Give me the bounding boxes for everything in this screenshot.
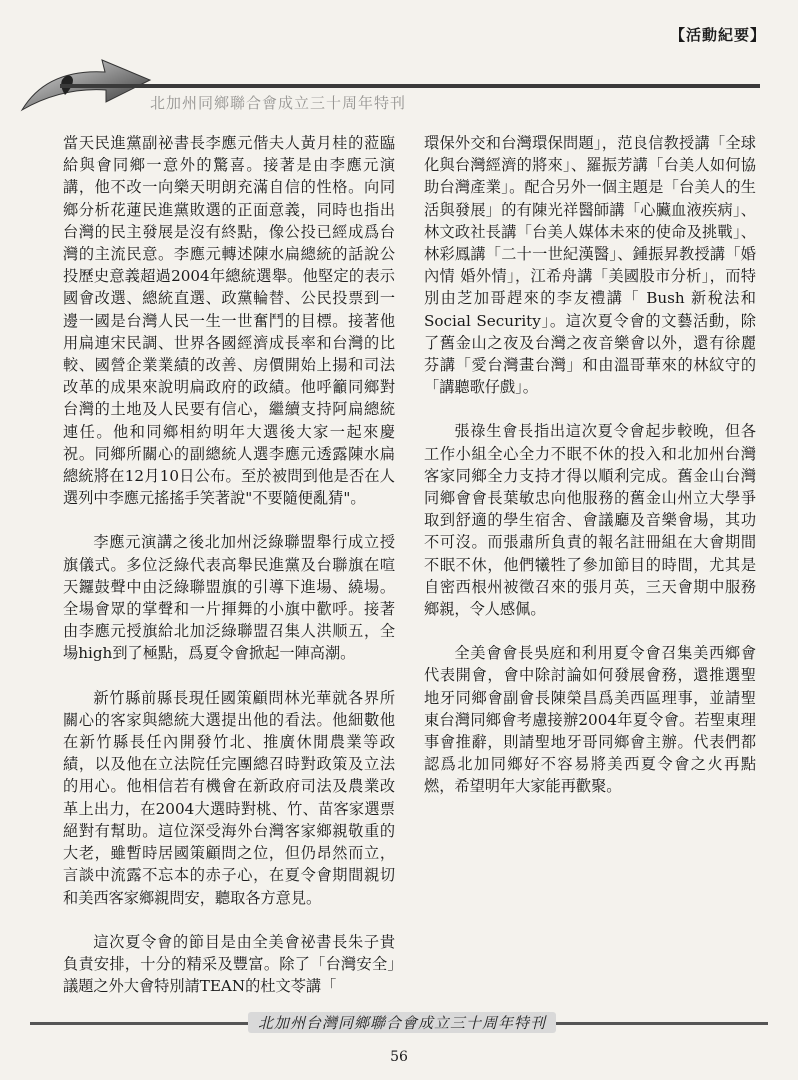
paragraph: 新竹縣前縣長現任國策顧問林光華就各界所關心的客家與總統大選提出他的看法。他細數他在新竹縣長任內開發竹北、推廣休閒農業等政績，以及他在立法院任完團總召時對政策及立法的用心。他相信若有機會在新政府司法及農業改革上出力，在2004大選時對桃、竹、苗客家選票絕對有幫助。這位深受海外台灣客家鄉親敬重的大老，雖暫時居國策顧問之位，但仍昂然而立，言談中流露不忘本的赤子心，在夏令會期間親切和美西客家鄉親問安，聽取各方意見。 <box>63 688 395 907</box>
header-subtitle: 北加州同鄉聯合會成立三十周年特刊 <box>150 94 407 112</box>
left-column <box>63 132 395 1019</box>
paragraph: 張祿生會長指出這次夏令會起步較晚，但各工作小組全心全力不眠不休的投入和北加州台灣客家同鄉全力支持才得以順利完成。舊金山台灣同鄉會會長葉敏忠向他服務的舊金山州立大學爭取到舒適的學生宿舍、會議廳及音樂會場，其功不可沒。而張肅所負責的報名註冊組在大會期間不眠不休，他們犧牲了參加節目的時間，尤其是自密西根州被徵召來的張月英，三天會期中服務鄉親，令人感佩。 <box>424 422 756 619</box>
paragraph: 全美會會長吳庭和利用夏令會召集美西鄉會代表開會，會中除討論如何發展會務，還推選聖地牙同鄉會副會長陳榮昌爲美西區理事，並請聖東台灣同鄉會考慮接辦2004年夏令會。若聖東理事會推辭，則請聖地牙哥同鄉會主辦。代表們都認爲北加同鄉好不容易將美西夏令會之火再點燃，希望明年大家能再歡聚。 <box>424 644 756 796</box>
section-tag: 【活動紀要】 <box>669 26 766 44</box>
paragraph: 這次夏令會的節目是由全美會祕書長朱子貴負責安排，十分的精采及豐富。除了「台灣安全」議題之外大會特別請TEAN的杜文苓講「 <box>63 932 395 996</box>
paragraph: 環保外交和台灣環保問題」，范良信教授講「全球化與台灣經濟的將來」、羅振芳講「台美人如何協助台灣產業」。配合另外一個主題是「台美人的生活與發展」的有陳光祥醫師講「心臟血液疾病」、林文政社長講「台美人媒体未來的使命及挑戰」、林彩鳳講「二十一世紀漢醫」、鍾振昇教授講「婚內情 婚外情」，江希舟講「美國股市分析」，而特別由芝加哥趕來的李友禮講「 Bush 新稅法和 Social Security」。這次夏令會的文藝活動，除了舊金山之夜及台灣之夜音樂會以外，還有徐麗芬講「愛台灣畫台灣」和由溫哥華來的林紋守的「講聽歌仔戲」。 <box>424 134 756 397</box>
paragraph: 李應元演講之後北加州泛綠聯盟舉行成立授旗儀式。多位泛綠代表高舉民進黨及台聯旗在喧天鑼鼓聲中由泛綠聯盟旗的引導下進場、繞場。全場會眾的掌聲和一片揮舞的小旗中歡呼。接著由李應元授旗給北加泛綠聯盟召集人洪顺五，全場high到了極點，爲夏令會掀起一陣高潮。 <box>63 533 395 663</box>
right-column <box>424 132 756 820</box>
paragraph: 當天民進黨副祕書長李應元偕夫人黃月桂的蒞臨給與會同鄉一意外的驚喜。接著是由李應元演講，他不改一向樂天明朗充滿自信的性格。向同鄉分析花蓮民進黨敗選的正面意義，同時也指出台灣的民主發展是沒有終點，像公投已經成爲台灣的主流民意。李應元轉述陳水扁總統的話說公投歷史意義超過2004年總統選舉。他堅定的表示國會改選、總統直選、政黨輪替、公民投票到一邊一國是台灣人民一生一世奮鬥的目標。接著他用扁連宋民調、世界各國經濟成長率和台灣的比較、國營企業業績的改善、房價開始上揚和司法改革的成果來說明扁政府的政績。他呼籲同鄉對台灣的土地及人民要有信心，繼續支持阿扁總統連任。他和同鄉相約明年大選後大家一起來慶祝。同鄉所關心的副總統人選李應元透露陳水扁總統將在12月10日公布。至於被問到他是否在人選列中李應元搖搖手笑著說"不要隨便亂猜"。 <box>63 134 395 508</box>
page-number: 56 <box>390 1049 408 1065</box>
header-divider <box>60 84 760 88</box>
footer-title: 北加州台灣同鄉聯合會成立三十周年特刊 <box>248 1012 556 1033</box>
